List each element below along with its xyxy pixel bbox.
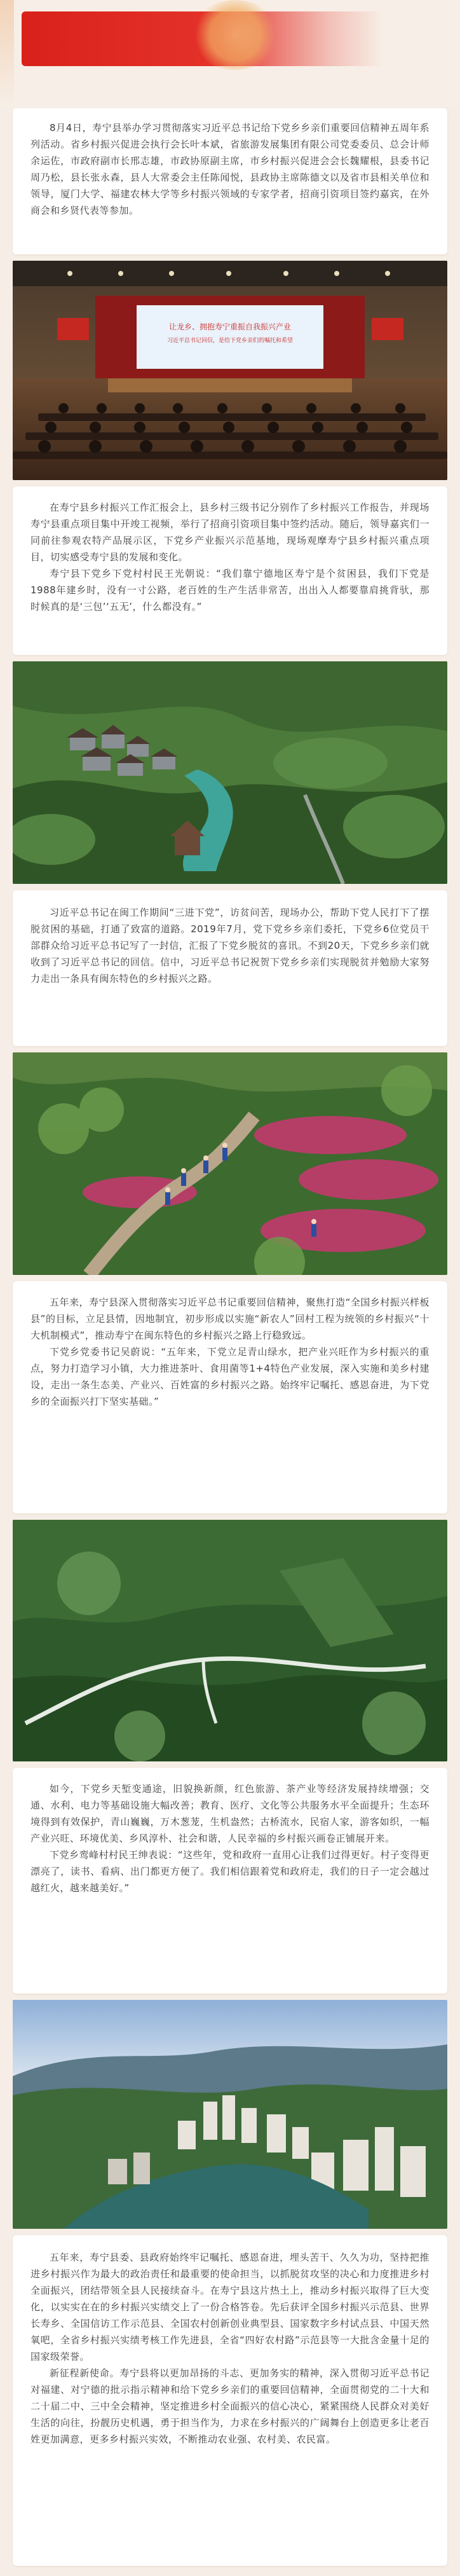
text-card-3 xyxy=(13,890,447,1046)
photo-aerial-road xyxy=(13,1520,447,1761)
paragraph-1: 8月4日，寿宁县举办学习贯彻落实习近平总书记给下党乡乡亲们重要回信精神五周年系列活动。省乡村振兴促进会执行会长叶本斌，省旅游发展集团有限公司党委委员、总会计师余运佐，市政府副市长邢志雄，市政协原副主席，市乡村振兴促进会会长魏耀根，县委书记周乃松，县长张永森，县人大常委会主任陈闻悦，县政协主席陈德文以及省市县相关单位和领导，厦门大学、福建农林大学等乡村振兴领域的专家学者，招商引资项目签约嘉宾，在外商会和乡贤代表等参加。 xyxy=(30,122,430,216)
paragraph-5: 五年来，寿宁县深入贯彻落实习近平总书记重要回信精神，聚焦打造“全国乡村振兴样板县”的目标，立足县情，因地制宜，初步形成以实施“新农人”回村工程为统领的乡村振兴“十大机制模式”，推动寿宁在闽东特色的乡村振兴之路上行稳致远。 xyxy=(30,1297,430,1341)
svg-text:习近平总书记回信，是给下党乡亲们的嘱托和希望: 习近平总书记回信，是给下党乡亲们的嘱托和希望 xyxy=(166,337,294,343)
svg-text:让龙乡、拥抱寿宁重振自我振兴产业: 让龙乡、拥抱寿宁重振自我振兴产业 xyxy=(168,322,292,331)
text-card-6 xyxy=(13,2235,447,2566)
header-banner xyxy=(0,0,460,108)
banner-decoration xyxy=(0,0,14,108)
photo-mountain-village xyxy=(13,661,447,884)
paragraph-3: 寿宁县下党乡下党村村民王光朝说：“我们靠宁德地区寿宁是个贫困县，我们下党是1988年建乡时，没有一寸公路，老百姓的生产生活非常苦，出出入人都要靠肩挑背驮，那时候真的是‘三包’‘五无’，什么都没有。” xyxy=(30,568,430,612)
photo-auditorium xyxy=(13,261,447,480)
photo-flower-garden xyxy=(13,1052,447,1275)
text-card-2 xyxy=(13,486,447,655)
paragraph-6: 下党乡党委书记吴蔚说：“五年来，下党立足青山绿水，把产业兴旺作为乡村振兴的重点，努力打造学习小镇，大力推进茶叶、食用菌等1+4特色产业发展，深入实施和美乡村建设，走出一条生态美、产业兴、百姓富的乡村振兴之路。始终牢记嘱托、感恩奋进，为下党乡的全面振兴打下坚实基础。” xyxy=(30,1346,430,1407)
paragraph-2: 在寿宁县乡村振兴工作汇报会上，县乡村三级书记分别作了乡村振兴工作报告，并现场寿宁县重点项目集中开竣工视频，举行了招商引资项目集中签约活动。随后，领导嘉宾们一同前往参观农特产品展示区，下党乡产业振兴示范基地，现场观摩寿宁县乡村振兴重点项目，切实感受寿宁县的发展和变化。 xyxy=(30,502,430,563)
paragraph-4: 习近平总书记在闽工作期间“三进下党”，访贫问苦，现场办公，帮助下党人民打下了摆脱贫困的基础，打通了致富的道路。2019年7月，党下党乡乡亲们委托，下党乡6位党员干部群众给习近平总书记写了一封信，汇报了下党乡脱贫的喜讯。不到20天，下党乡乡亲们就收到了习近平总书记的回信。信中，习近平总书记祝贺下党乡乡亲们实现脱贫并勉励大家努力走出一条具有闽东特色的乡村振兴之路。 xyxy=(30,907,430,984)
paragraph-10: 新征程新使命。寿宁县将以更加昂扬的斗志、更加务实的精神，深入贯彻习近平总书记对福建、对宁德的批示指示精神和给下党乡乡亲们的重要回信精神，全面贯彻党的二十大和二十届二中、三中全会精神，坚定推进乡村全面振兴的信心决心，紧紧围绕人民群众对美好生活的向往，扮靓历史机遇，勇于担当作为，力求在乡村振兴的广阔舞台上创造更多让老百姓更加满意，更多乡村振兴实效，不断推动农业强、农村美、农民富。 xyxy=(30,2367,430,2445)
emblem-glow xyxy=(191,0,280,70)
paragraph-8: 下党乡鸾峰村村民王绅表说：“这些年，党和政府一直用心让我们过得更好。村子变得更漂亮了，读书、看病、出门都更方便了。我们相信跟着党和政府走，我们的日子一定会越过越红火，越来越美好。” xyxy=(30,1849,430,1894)
text-card-5 xyxy=(13,1768,447,1994)
photo-county-town xyxy=(13,2000,447,2229)
text-card-1 xyxy=(13,108,447,254)
text-card-4 xyxy=(13,1281,447,1513)
paragraph-7: 如今，下党乡天堑变通途，旧貌换新颜，红色旅游、茶产业等经济发展持续增强；交通、水利、电力等基础设施大幅改善；教育、医疗、文化等公共服务水平全面提升；生态环境得到有效保护，青山巍巍，万木葱茏，生机盎然；古桥流水，民宿人家，游客如织，一幅产业兴旺、环境优美、乡风淳朴、社会和谐，人民幸福的乡村振兴画卷正铺展开来。 xyxy=(30,1783,430,1844)
paragraph-9: 五年来，寿宁县委、县政府始终牢记嘱托、感恩奋进，埋头苦干、久久为功，坚持把推进乡村振兴作为最大的政治责任和最重要的使命担当，以抓脱贫攻坚的决心和力度推进乡村全面振兴，团结带领全县人民接续奋斗。在寿宁县这片热土上，推动乡村振兴取得了巨大变化，以实实在在的乡村振兴实绩交上了一份合格答卷。先后获评全国乡村振兴示范县、世界长寿乡、全国信访工作示范县、全国农村创新创业典型县、国家数字乡村试点县、中国天然氧吧，全省乡村振兴实绩考核工作先进县，全省“四好农村路”示范县等一大批含金量十足的国家级荣誉。 xyxy=(30,2252,430,2362)
